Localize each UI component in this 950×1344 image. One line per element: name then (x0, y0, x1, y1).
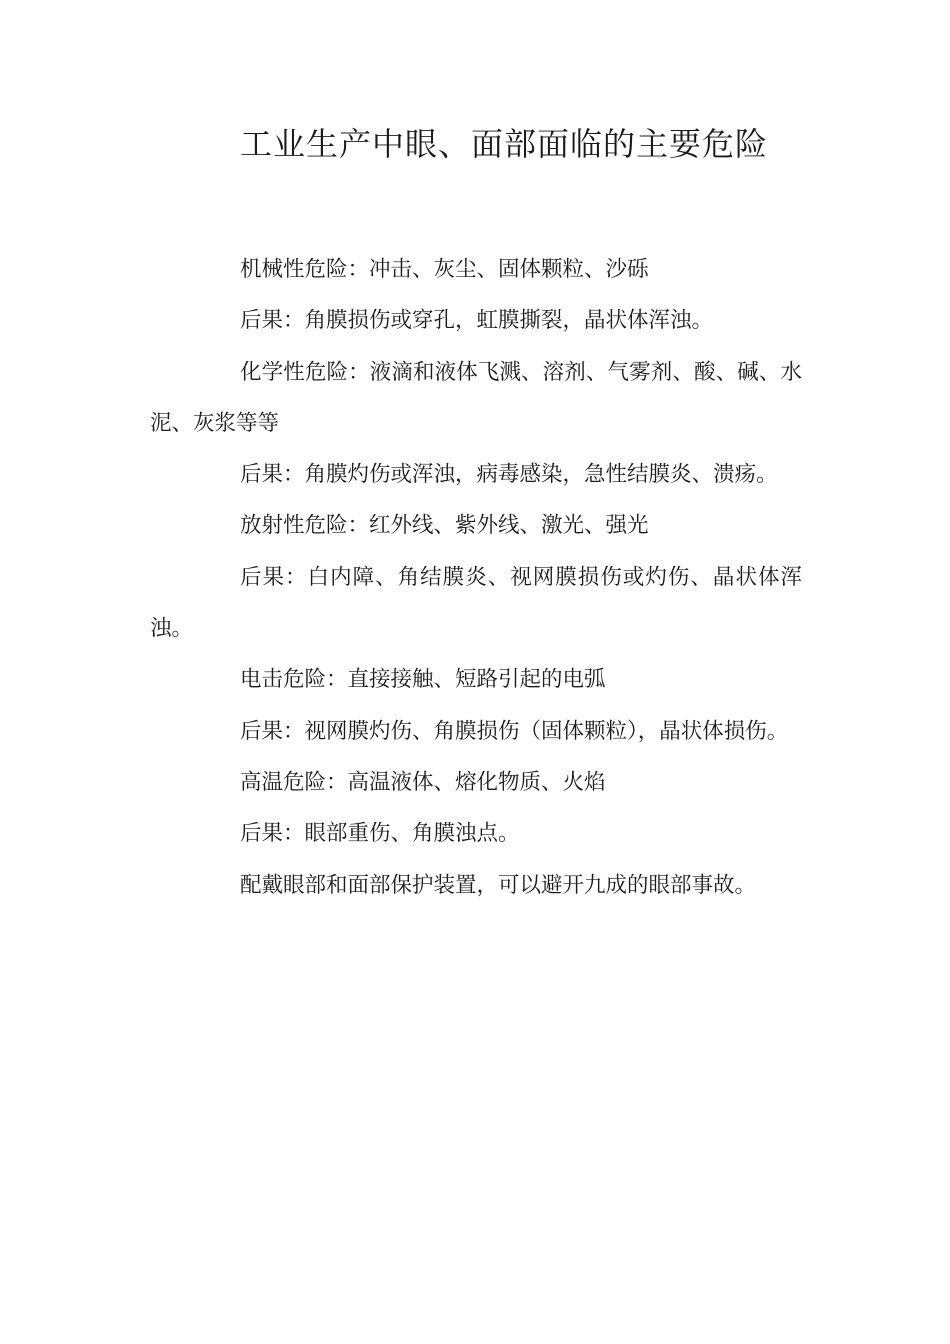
paragraph-radiation-hazard: 放射性危险：红外线、紫外线、激光、强光 (240, 513, 649, 539)
paragraph-heat-hazard: 高温危险：高温液体、熔化物质、火焰 (240, 769, 606, 795)
paragraph-electric-consequence: 后果：视网膜灼伤、角膜损伤（固体颗粒），晶状体损伤。 (240, 718, 789, 744)
paragraph-chemical-hazard: 化学性危险：液滴和液体飞溅、溶剂、气雾剂、酸、碱、水泥、灰浆等等 (150, 359, 802, 436)
paragraph-heat-consequence: 后果：眼部重伤、角膜浊点。 (240, 821, 520, 847)
document-title: 工业生产中眼、面部面临的主要危险 (240, 125, 769, 163)
paragraph-electric-hazard: 电击危险：直接接触、短路引起的电弧 (240, 667, 606, 693)
paragraph-chemical-consequence: 后果：角膜灼伤或浑浊，病毒感染，急性结膜炎、溃疡。 (240, 462, 778, 488)
paragraph-mechanical-consequence: 后果：角膜损伤或穿孔，虹膜撕裂，晶状体浑浊。 (240, 308, 714, 334)
paragraph-protection-note: 配戴眼部和面部保护装置，可以避开九成的眼部事故。 (240, 872, 757, 898)
document-body (150, 244, 802, 911)
paragraph-radiation-consequence: 后果：白内障、角结膜炎、视网膜损伤或灼伤、晶状体浑浊。 (150, 564, 802, 642)
paragraph-mechanical-hazard: 机械性危险：冲击、灰尘、固体颗粒、沙砾 (240, 257, 649, 282)
